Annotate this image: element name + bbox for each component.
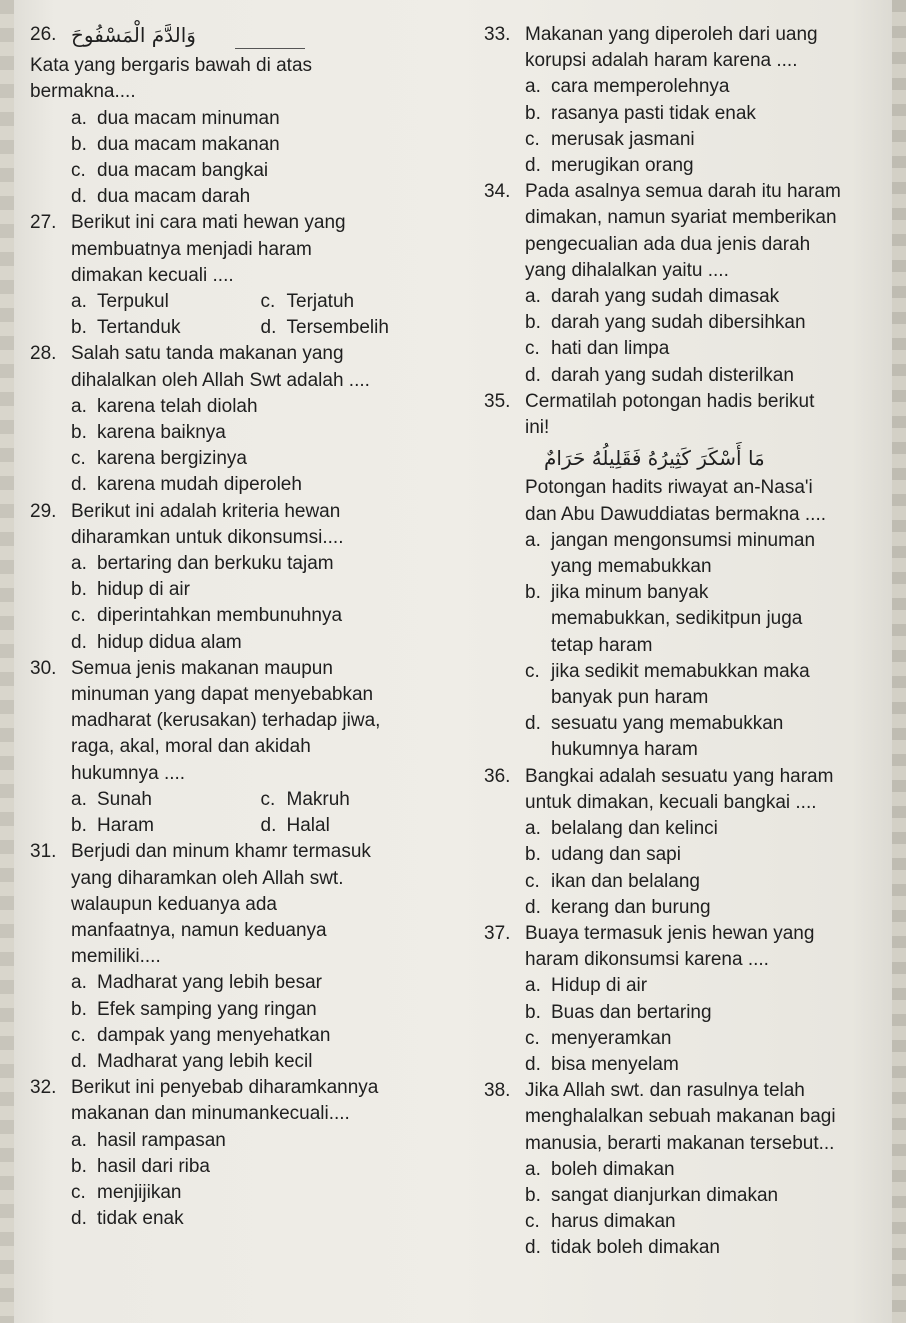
answer-option: [484, 633, 884, 659]
question-text: Buaya termasuk jenis hewan yang: [525, 922, 815, 944]
question-first-line: [30, 341, 450, 367]
question-block: [30, 210, 450, 341]
option-text: menjijikan: [97, 1181, 182, 1203]
option-letter: c.: [260, 788, 276, 810]
option-text: dua macam makanan: [97, 133, 280, 155]
answer-option: [484, 1235, 884, 1261]
answer-option: [71, 787, 261, 813]
option-text: merusak jasmani: [551, 128, 695, 150]
answer-option: [484, 737, 884, 763]
question-text: bermakna....: [30, 81, 136, 103]
question-text: minuman yang dapat menyebabkan: [71, 684, 374, 706]
answer-option: [261, 813, 451, 839]
option-text: hukumnya haram: [551, 739, 698, 761]
option-letter: d.: [71, 1208, 87, 1230]
question-block: [30, 341, 450, 498]
answer-option: [484, 842, 884, 868]
question-number: 27.: [30, 212, 57, 234]
question-block: [30, 22, 450, 210]
question-text: Berjudi dan minum khamr termasuk: [71, 841, 371, 863]
answer-option: [261, 787, 451, 813]
answer-option: [30, 106, 450, 132]
option-letter: c.: [71, 1181, 86, 1203]
option-letter: a.: [71, 291, 87, 313]
option-letter: d.: [525, 896, 541, 918]
option-letter: a.: [71, 788, 87, 810]
option-text: Tersembelih: [286, 317, 389, 339]
option-letter: d.: [525, 1237, 541, 1259]
question-text: korupsi adalah haram karena ....: [525, 50, 798, 72]
option-text: sesuatu yang memabukkan: [551, 713, 784, 735]
option-text: Sunah: [97, 788, 152, 810]
answer-option: [484, 101, 884, 127]
answer-option: [484, 127, 884, 153]
left-column: [30, 22, 450, 1232]
option-letter: [525, 606, 551, 632]
answer-option: [484, 973, 884, 999]
answer-option: [484, 153, 884, 179]
question-text: makanan dan minumankecuali....: [71, 1103, 350, 1125]
option-letter: c.: [525, 660, 540, 682]
option-text: yang memabukkan: [551, 556, 712, 578]
question-block: [484, 179, 884, 389]
answer-option: [30, 1180, 450, 1206]
answer-option: [484, 74, 884, 100]
question-first-line: [484, 764, 884, 790]
question-number: 30.: [30, 657, 57, 679]
answer-option: [484, 1157, 884, 1183]
option-letter: [525, 554, 551, 580]
option-text: dampak yang menyehatkan: [97, 1024, 331, 1046]
question-block: [30, 499, 450, 656]
answer-option: [30, 420, 450, 446]
option-text: hidup didua alam: [97, 631, 242, 653]
option-text: hati dan limpa: [551, 338, 670, 360]
question-number: 28.: [30, 343, 57, 365]
option-text: karena mudah diperoleh: [97, 474, 302, 496]
answer-option: [484, 284, 884, 310]
answer-option-row: [30, 787, 450, 813]
option-text: Buas dan bertaring: [551, 1001, 712, 1023]
option-letter: d.: [71, 1050, 87, 1072]
answer-option-row: [30, 315, 450, 341]
question-text: membuatnya menjadi haram: [71, 238, 312, 260]
option-letter: b.: [525, 844, 541, 866]
answer-option: [484, 895, 884, 921]
question-block: [484, 1078, 884, 1261]
answer-option: [71, 813, 261, 839]
answer-option: [30, 472, 450, 498]
answer-option: [261, 315, 451, 341]
answer-option: [484, 1183, 884, 1209]
option-letter: b.: [71, 133, 87, 155]
question-first-line: [30, 656, 450, 682]
question-text: Salah satu tanda makanan yang: [71, 343, 344, 365]
answer-option: [30, 630, 450, 656]
question-first-line: [30, 1075, 450, 1101]
answer-option: [484, 711, 884, 737]
answer-option: [30, 1049, 450, 1075]
answer-option: [30, 132, 450, 158]
option-letter: a.: [71, 107, 87, 129]
question-text: yang diharamkan oleh Allah swt.: [71, 867, 344, 889]
option-text: bisa menyelam: [551, 1053, 679, 1075]
option-letter: c.: [525, 1211, 540, 1233]
question-text: madharat (kerusakan) terhadap jiwa,: [71, 710, 381, 732]
answer-option: [30, 1023, 450, 1049]
question-text: pengecualian ada dua jenis darah: [525, 233, 811, 255]
answer-option: [30, 1206, 450, 1232]
option-letter: a.: [71, 1129, 87, 1151]
question-first-line: [30, 210, 450, 236]
option-text: hasil dari riba: [97, 1155, 210, 1177]
question-number: 33.: [484, 24, 511, 45]
option-letter: b.: [71, 815, 87, 837]
answer-option: [30, 603, 450, 629]
question-text: Berikut ini cara mati hewan yang: [71, 212, 346, 234]
option-text: Tertanduk: [97, 317, 181, 339]
question-first-line: [30, 499, 450, 525]
option-letter: c.: [525, 338, 540, 360]
question-number: 35.: [484, 390, 511, 412]
question-text: Potongan hadits riwayat an-Nasa'i: [525, 477, 813, 499]
answer-option: [30, 1154, 450, 1180]
option-text: tidak enak: [97, 1208, 184, 1230]
option-letter: d.: [525, 1053, 541, 1075]
option-letter: c.: [525, 128, 540, 150]
question-text: Cermatilah potongan hadis berikut: [525, 390, 815, 412]
answer-option: [484, 869, 884, 895]
right-column: [484, 22, 884, 1262]
option-text: hasil rampasan: [97, 1129, 226, 1151]
question-text: walaupun keduanya ada: [71, 893, 278, 915]
question-number: 29.: [30, 500, 57, 522]
question-first-line: [484, 389, 884, 415]
answer-option-row: [30, 289, 450, 315]
answer-option: [484, 1000, 884, 1026]
answer-option: [484, 1052, 884, 1078]
option-text: Madharat yang lebih kecil: [97, 1050, 313, 1072]
option-text: dua macam darah: [97, 186, 251, 208]
answer-option: [484, 1209, 884, 1235]
option-text: udang dan sapi: [551, 844, 681, 866]
answer-option: [30, 997, 450, 1023]
question-number: 31.: [30, 841, 57, 863]
option-text: Haram: [97, 815, 155, 837]
option-text: bertaring dan berkuku tajam: [97, 553, 334, 575]
option-letter: a.: [525, 286, 541, 308]
option-letter: [525, 685, 551, 711]
option-text: rasanya pasti tidak enak: [551, 102, 756, 124]
answer-option: [484, 816, 884, 842]
option-letter: a.: [525, 975, 541, 997]
option-text: tetap haram: [551, 634, 653, 656]
answer-option: [484, 1026, 884, 1052]
option-letter: c.: [71, 1024, 86, 1046]
answer-option: [30, 158, 450, 184]
question-first-line: [484, 179, 884, 205]
option-text: karena bergizinya: [97, 448, 247, 470]
option-letter: [525, 737, 551, 763]
question-block: [484, 921, 884, 1078]
question-text: untuk dimakan, kecuali bangkai ....: [525, 791, 817, 813]
option-letter: d.: [525, 364, 541, 386]
answer-option: [71, 315, 261, 341]
option-text: tidak boleh dimakan: [551, 1237, 720, 1259]
question-text: Semua jenis makanan maupun: [71, 657, 333, 679]
arabic-title: وَالدَّمَ الْمَسْفُوحَ: [71, 23, 196, 47]
option-letter: b.: [71, 579, 87, 601]
question-text: dan Abu Dawuddiatas bermakna ....: [525, 503, 827, 525]
option-letter: d.: [260, 317, 277, 339]
question-text: Jika Allah swt. dan rasulnya telah: [525, 1080, 805, 1102]
option-text: Terjatuh: [286, 291, 355, 313]
option-text: menyeramkan: [551, 1027, 672, 1049]
option-letter: a.: [525, 529, 541, 551]
option-text: merugikan orang: [551, 155, 694, 177]
question-first-line: [30, 22, 450, 48]
question-block: [484, 389, 884, 764]
question-block: [30, 656, 450, 839]
question-first-line: [484, 921, 884, 947]
answer-option: [30, 551, 450, 577]
answer-option: [30, 184, 450, 210]
option-letter: c.: [71, 448, 86, 470]
question-text: yang dihalalkan yaitu ....: [525, 259, 729, 281]
option-text: Efek samping yang ringan: [97, 998, 317, 1020]
option-letter: c.: [525, 870, 540, 892]
option-letter: a.: [525, 818, 541, 840]
option-text: darah yang sudah dibersihkan: [551, 312, 806, 334]
option-letter: a.: [525, 76, 541, 98]
option-text: boleh dimakan: [551, 1158, 675, 1180]
answer-option: [30, 1128, 450, 1154]
answer-option-row: [30, 813, 450, 839]
answer-option: [484, 336, 884, 362]
option-text: darah yang sudah dimasak: [551, 286, 780, 308]
option-letter: c.: [525, 1027, 540, 1049]
answer-option: [484, 310, 884, 336]
option-text: dua macam bangkai: [97, 160, 269, 182]
option-text: jangan mengonsumsi minuman: [551, 529, 816, 551]
question-number: 36.: [484, 765, 511, 787]
question-first-line: [484, 1078, 884, 1104]
option-letter: c.: [71, 605, 86, 627]
answer-option: [484, 554, 884, 580]
binding-edge-right: [892, 0, 906, 1323]
underline-mark: [235, 48, 305, 49]
question-text: manusia, berarti makanan tersebut...: [525, 1132, 835, 1154]
answer-option: [484, 580, 884, 606]
option-text: sangat dianjurkan dimakan: [551, 1184, 779, 1206]
answer-option: [484, 363, 884, 389]
option-text: belalang dan kelinci: [551, 818, 718, 840]
option-letter: b.: [71, 422, 87, 444]
option-text: Halal: [286, 815, 330, 837]
answer-option: [484, 528, 884, 554]
question-text: hukumnya ....: [71, 762, 186, 784]
question-text: memiliki....: [71, 946, 161, 968]
option-letter: a.: [71, 972, 87, 994]
option-letter: b.: [71, 998, 87, 1020]
option-text: Terpukul: [97, 291, 169, 313]
question-number: 37.: [484, 922, 511, 944]
answer-option: [484, 685, 884, 711]
option-text: cara memperolehnya: [551, 76, 730, 98]
answer-option: [261, 289, 451, 315]
answer-option: [30, 970, 450, 996]
option-letter: b.: [525, 582, 541, 604]
option-letter: d.: [71, 631, 87, 653]
option-letter: c.: [71, 160, 86, 182]
option-text: Makruh: [286, 788, 350, 810]
question-first-line: [30, 839, 450, 865]
question-text: ini!: [525, 417, 550, 439]
question-text: Pada asalnya semua darah itu haram: [525, 181, 841, 203]
option-text: jika minum banyak: [551, 582, 709, 604]
option-letter: a.: [71, 395, 87, 417]
answer-option: [30, 446, 450, 472]
answer-option: [71, 289, 261, 315]
question-text: haram dikonsumsi karena ....: [525, 949, 769, 971]
option-text: harus dimakan: [551, 1211, 676, 1233]
option-text: Hidup di air: [551, 975, 648, 997]
question-number: 32.: [30, 1077, 57, 1099]
option-letter: b.: [525, 1184, 541, 1206]
option-text: hidup di air: [97, 579, 190, 601]
answer-option: [484, 659, 884, 685]
option-text: banyak pun haram: [551, 687, 709, 709]
option-letter: d.: [260, 815, 277, 837]
question-number: 34.: [484, 181, 511, 203]
option-letter: d.: [71, 474, 87, 496]
question-text: Berikut ini adalah kriteria hewan: [71, 500, 341, 522]
option-letter: b.: [71, 1155, 87, 1177]
question-block: [30, 839, 450, 1075]
question-block: [30, 1075, 450, 1232]
option-text: ikan dan belalang: [551, 870, 700, 892]
option-letter: d.: [525, 155, 541, 177]
option-letter: c.: [260, 291, 276, 313]
option-letter: d.: [525, 713, 541, 735]
question-block: [484, 22, 884, 179]
binding-edge-left: [0, 0, 14, 1323]
question-text: manfaatnya, namun keduanya: [71, 919, 327, 941]
question-number: 38.: [484, 1080, 511, 1102]
option-letter: b.: [525, 102, 541, 124]
question-block: [484, 764, 884, 921]
question-text: dimakan, namun syariat memberikan: [525, 207, 837, 229]
answer-option: [30, 394, 450, 420]
option-text: Madharat yang lebih besar: [97, 972, 322, 994]
question-first-line: [484, 22, 884, 48]
option-letter: a.: [71, 553, 87, 575]
question-text: Kata yang bergaris bawah di atas: [30, 55, 313, 77]
question-text: Berikut ini penyebab diharamkannya: [71, 1077, 379, 1099]
question-text: raga, akal, moral dan akidah: [71, 736, 311, 758]
question-text: dihalalkan oleh Allah Swt adalah ....: [71, 369, 370, 391]
option-text: dua macam minuman: [97, 107, 280, 129]
option-text: diperintahkan membunuhnya: [97, 605, 343, 627]
option-text: karena telah diolah: [97, 395, 258, 417]
option-letter: a.: [525, 1158, 541, 1180]
option-text: darah yang sudah disterilkan: [551, 364, 794, 386]
option-letter: [525, 633, 551, 659]
answer-option: [484, 606, 884, 632]
option-text: jika sedikit memabukkan maka: [551, 660, 810, 682]
question-text: menghalalkan sebuah makanan bagi: [525, 1106, 836, 1128]
option-text: kerang dan burung: [551, 896, 711, 918]
option-letter: d.: [71, 186, 87, 208]
answer-option: [30, 577, 450, 603]
option-letter: b.: [71, 317, 87, 339]
option-letter: b.: [525, 312, 541, 334]
option-letter: b.: [525, 1001, 541, 1023]
question-text: Makanan yang diperoleh dari uang: [525, 24, 818, 45]
question-text: diharamkan untuk dikonsumsi....: [71, 526, 344, 548]
option-text: karena baiknya: [97, 422, 226, 444]
question-number: 26.: [30, 24, 57, 45]
hadith-arabic: مَا أَسْكَرَ كَثِيرُهُ فَقَلِيلُهُ حَرَامٌ: [544, 446, 765, 471]
option-text: memabukkan, sedikitpun juga: [551, 608, 803, 630]
question-text: dimakan kecuali ....: [71, 264, 234, 286]
question-text: Bangkai adalah sesuatu yang haram: [525, 765, 834, 787]
